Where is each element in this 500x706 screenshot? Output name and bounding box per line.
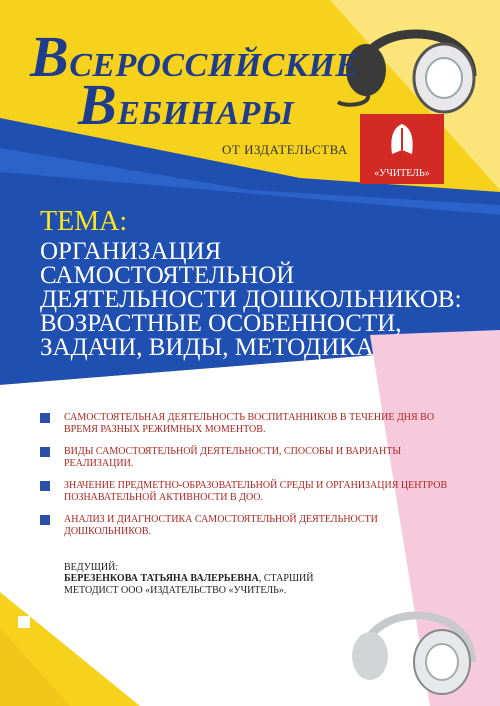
bullet-text: ЗНАЧЕНИЕ ПРЕДМЕТНО-ОБРАЗОВАТЕЛЬНОЙ СРЕДЫ И ОРГАНИЗАЦИЯ ЦЕНТРОВ ПОЗНАВАТЕЛЬНОЙ АКТИВНОСТИ В ДОО. — [64, 480, 448, 503]
white-square — [18, 616, 30, 628]
host-label: ВЕДУЩИЙ: — [64, 562, 119, 573]
bullet-text: АНАЛИЗ И ДИАГНОСТИКА САМОСТОЯТЕЛЬНОЙ ДЕЯТЕЛЬНОСТИ ДОШКОЛЬНИКОВ. — [64, 514, 378, 537]
title-initial-2: В — [78, 72, 118, 137]
book-emblem-icon — [386, 120, 418, 158]
square-bullet-icon — [40, 413, 50, 423]
square-bullet-icon — [40, 515, 50, 525]
header-title-line2 — [78, 72, 295, 137]
host-role: , СТАРШИЙ МЕТОДИСТ ООО «ИЗДАТЕЛЬСТВО «УЧИТЕЛЬ». — [64, 573, 314, 596]
topic-label: ТЕМА: — [40, 206, 128, 237]
publisher-line: ОТ ИЗДАТЕЛЬСТВА — [222, 142, 348, 157]
title-rest-1: СЕРОССИЙСКИЕ — [69, 47, 359, 84]
bullet-text: ВИДЫ САМОСТОЯТЕЛЬНОЙ ДЕЯТЕЛЬНОСТИ, СПОСОБЫ И ВАРИАНТЫ РЕАЛИЗАЦИИ. — [64, 446, 402, 469]
bullet-text: САМОСТОЯТЕЛЬНАЯ ДЕЯТЕЛЬНОСТЬ ВОСПИТАННИКОВ В ТЕЧЕНИЕ ДНЯ ВО ВРЕМЯ РАЗНЫХ РЕЖИМНЫХ МОМЕНТОВ. — [64, 412, 435, 435]
topic-text: ОРГАНИЗАЦИЯ САМОСТОЯТЕЛЬНОЙ ДЕЯТЕЛЬНОСТИ ДОШКОЛЬНИКОВ: ВОЗРАСТНЫЕ ОСОБЕННОСТИ, ЗАДАЧИ, ВИДЫ, МЕТОДИКА — [40, 238, 462, 361]
host-info — [64, 573, 364, 597]
headset-icon-bottom — [342, 582, 492, 700]
publisher-logo — [360, 114, 444, 184]
title-initial-1: В — [30, 24, 70, 89]
title-rest-2: ЕБИНАРЫ — [117, 95, 295, 132]
host-name: БЕРЕЗЕНКОВА ТАТЬЯНА ВАЛЕРЬЕВНА — [64, 573, 259, 584]
logo-label: «УЧИТЕЛЬ» — [374, 168, 430, 179]
headset-icon — [336, 4, 496, 116]
square-bullet-icon — [40, 447, 50, 457]
square-bullet-icon — [40, 481, 50, 491]
